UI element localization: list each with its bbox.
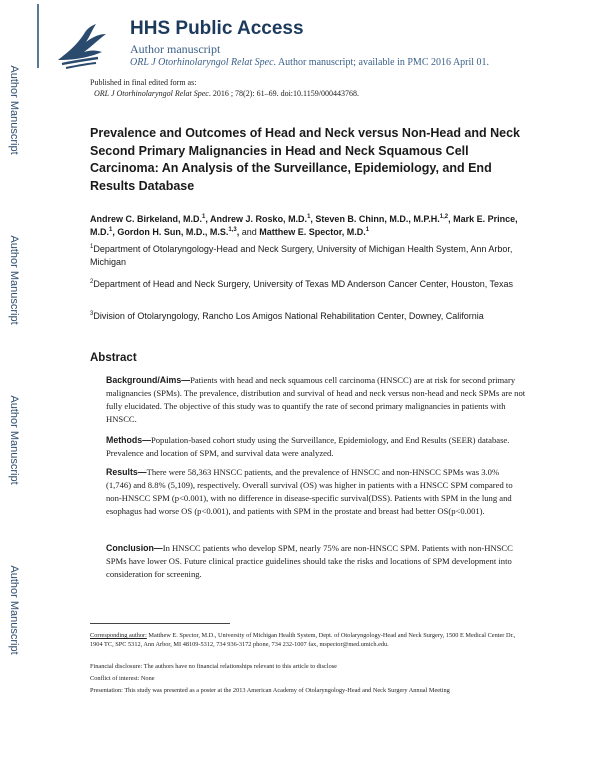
sidebar-label-1: Author Manuscript bbox=[8, 65, 20, 155]
header-rule bbox=[37, 4, 39, 68]
hhs-eagle-logo-icon bbox=[50, 16, 110, 72]
footnote-divider bbox=[90, 623, 230, 624]
publication-info: Published in final edited form as: ORL J Otorhinolaryngol Relat Spec. 2016 ; 78(2): 61–69. doi:10.1159/000443768. bbox=[90, 78, 359, 98]
article-title: Prevalence and Outcomes of Head and Neck versus Non-Head and Neck Second Primary Malignancies in Head and Neck Squamous Cell Carcinoma: An Analysis of the Surveillance, Epidemiology, and End Results Database bbox=[90, 126, 521, 193]
sidebar-label-4: Author Manuscript bbox=[8, 565, 20, 655]
sidebar-label-2: Author Manuscript bbox=[8, 235, 20, 325]
footnote-conflict: Conflict of interest: None bbox=[90, 675, 155, 682]
footnote-financial: Financial disclosure: The authors have no financial relationships relevant to this article to disclose bbox=[90, 663, 337, 670]
hhs-subtitle: Author manuscript bbox=[130, 42, 221, 56]
abstract-heading: Abstract bbox=[90, 352, 137, 364]
abstract-results: Results—There were 58,363 HNSCC patients, and the prevalence of HNSCC and non-HNSCC SPMs was 3.0% (1,746) and 8.8% (5,109), respectively. Overall survival (OS) was higher in patients with a HNSCC SPM compared to non-HNSCC SPM (p<0.001), with no difference in disease-specific survival(DSS). Patients with SPM in the lung and esophagus had worse OS (p<0.001), and patients with SPM in the prostate and breast had better OS(p<0.001). bbox=[106, 467, 513, 516]
abstract-background: Background/Aims—Patients with head and neck squamous cell carcinoma (HNSCC) are at risk for second primary malignancies (SPMs). The prevalence, distribution and survival of head and neck versus non-head and neck SPMs are not fully elucidated. The objective of this study was to quantify the rate of second primary malignancies in patients with HNSCC. bbox=[106, 375, 526, 424]
footnote-presentation: Presentation: This study was presented as a poster at the 2013 American Academy of Otolaryngology-Head and Neck Surgery Annual Meeting bbox=[90, 687, 450, 694]
footnote-corresponding: Corresponding author: Matthew E. Spector, M.D., University of Michigan Health System, Dept. of Otolaryngology-Head and Neck Surgery, 1500 E Medical Center Dr., 1904 TC, SPC 5312, Ann Arbor, MI 48109-5312, 734 936-3172 phone, 734 232-1007 fax, mspector@med.umich.edu. bbox=[90, 632, 516, 648]
hhs-title: HHS Public Access bbox=[130, 18, 304, 39]
affiliation-2: $^2$Department of Head and Neck Surgery, University of Texas MD Anderson Cancer Center, Houston, Texas bbox=[90, 279, 514, 289]
hhs-journal-line: ORL J Otorhinolaryngol Relat Spec. Author manuscript; available in PMC 2016 April 01. bbox=[130, 57, 490, 68]
affiliation-3: $^3$Division of Otolaryngology, Rancho Los Amigos National Rehabilitation Center, Downey, California bbox=[90, 311, 484, 321]
affiliation-1: $^1$Department of Otolaryngology-Head and Neck Surgery, University of Michigan Health System, Ann Arbor, Michigan bbox=[90, 244, 513, 267]
abstract-conclusion: Conclusion—In HNSCC patients who develop SPM, nearly 75% are non-HNSCC SPM. Patients with non-HNSCC SPMs have lower OS. Future clinical practice guidelines should take the risks and locations of SPM development into consideration for screening. bbox=[106, 543, 513, 579]
author-list: Andrew C. Birkeland, M.D.$^1$, Andrew J. Rosko, M.D.$^1$, Steven B. Chinn, M.D., M.P.H.$^{1,2}$, Mark E. Prince, M.D.$^1$, Gordon H. Sun, M.D., M.S.$^{1,3}$, and Matthew E. Spector, M.D.$^1$ bbox=[90, 214, 518, 237]
abstract-methods: Methods—Population-based cohort study using the Surveillance, Epidemiology, and End Results (SEER) database. Prevalence and location of SPM, and survival data were analyzed. bbox=[106, 435, 510, 458]
sidebar-label-3: Author Manuscript bbox=[8, 395, 20, 485]
